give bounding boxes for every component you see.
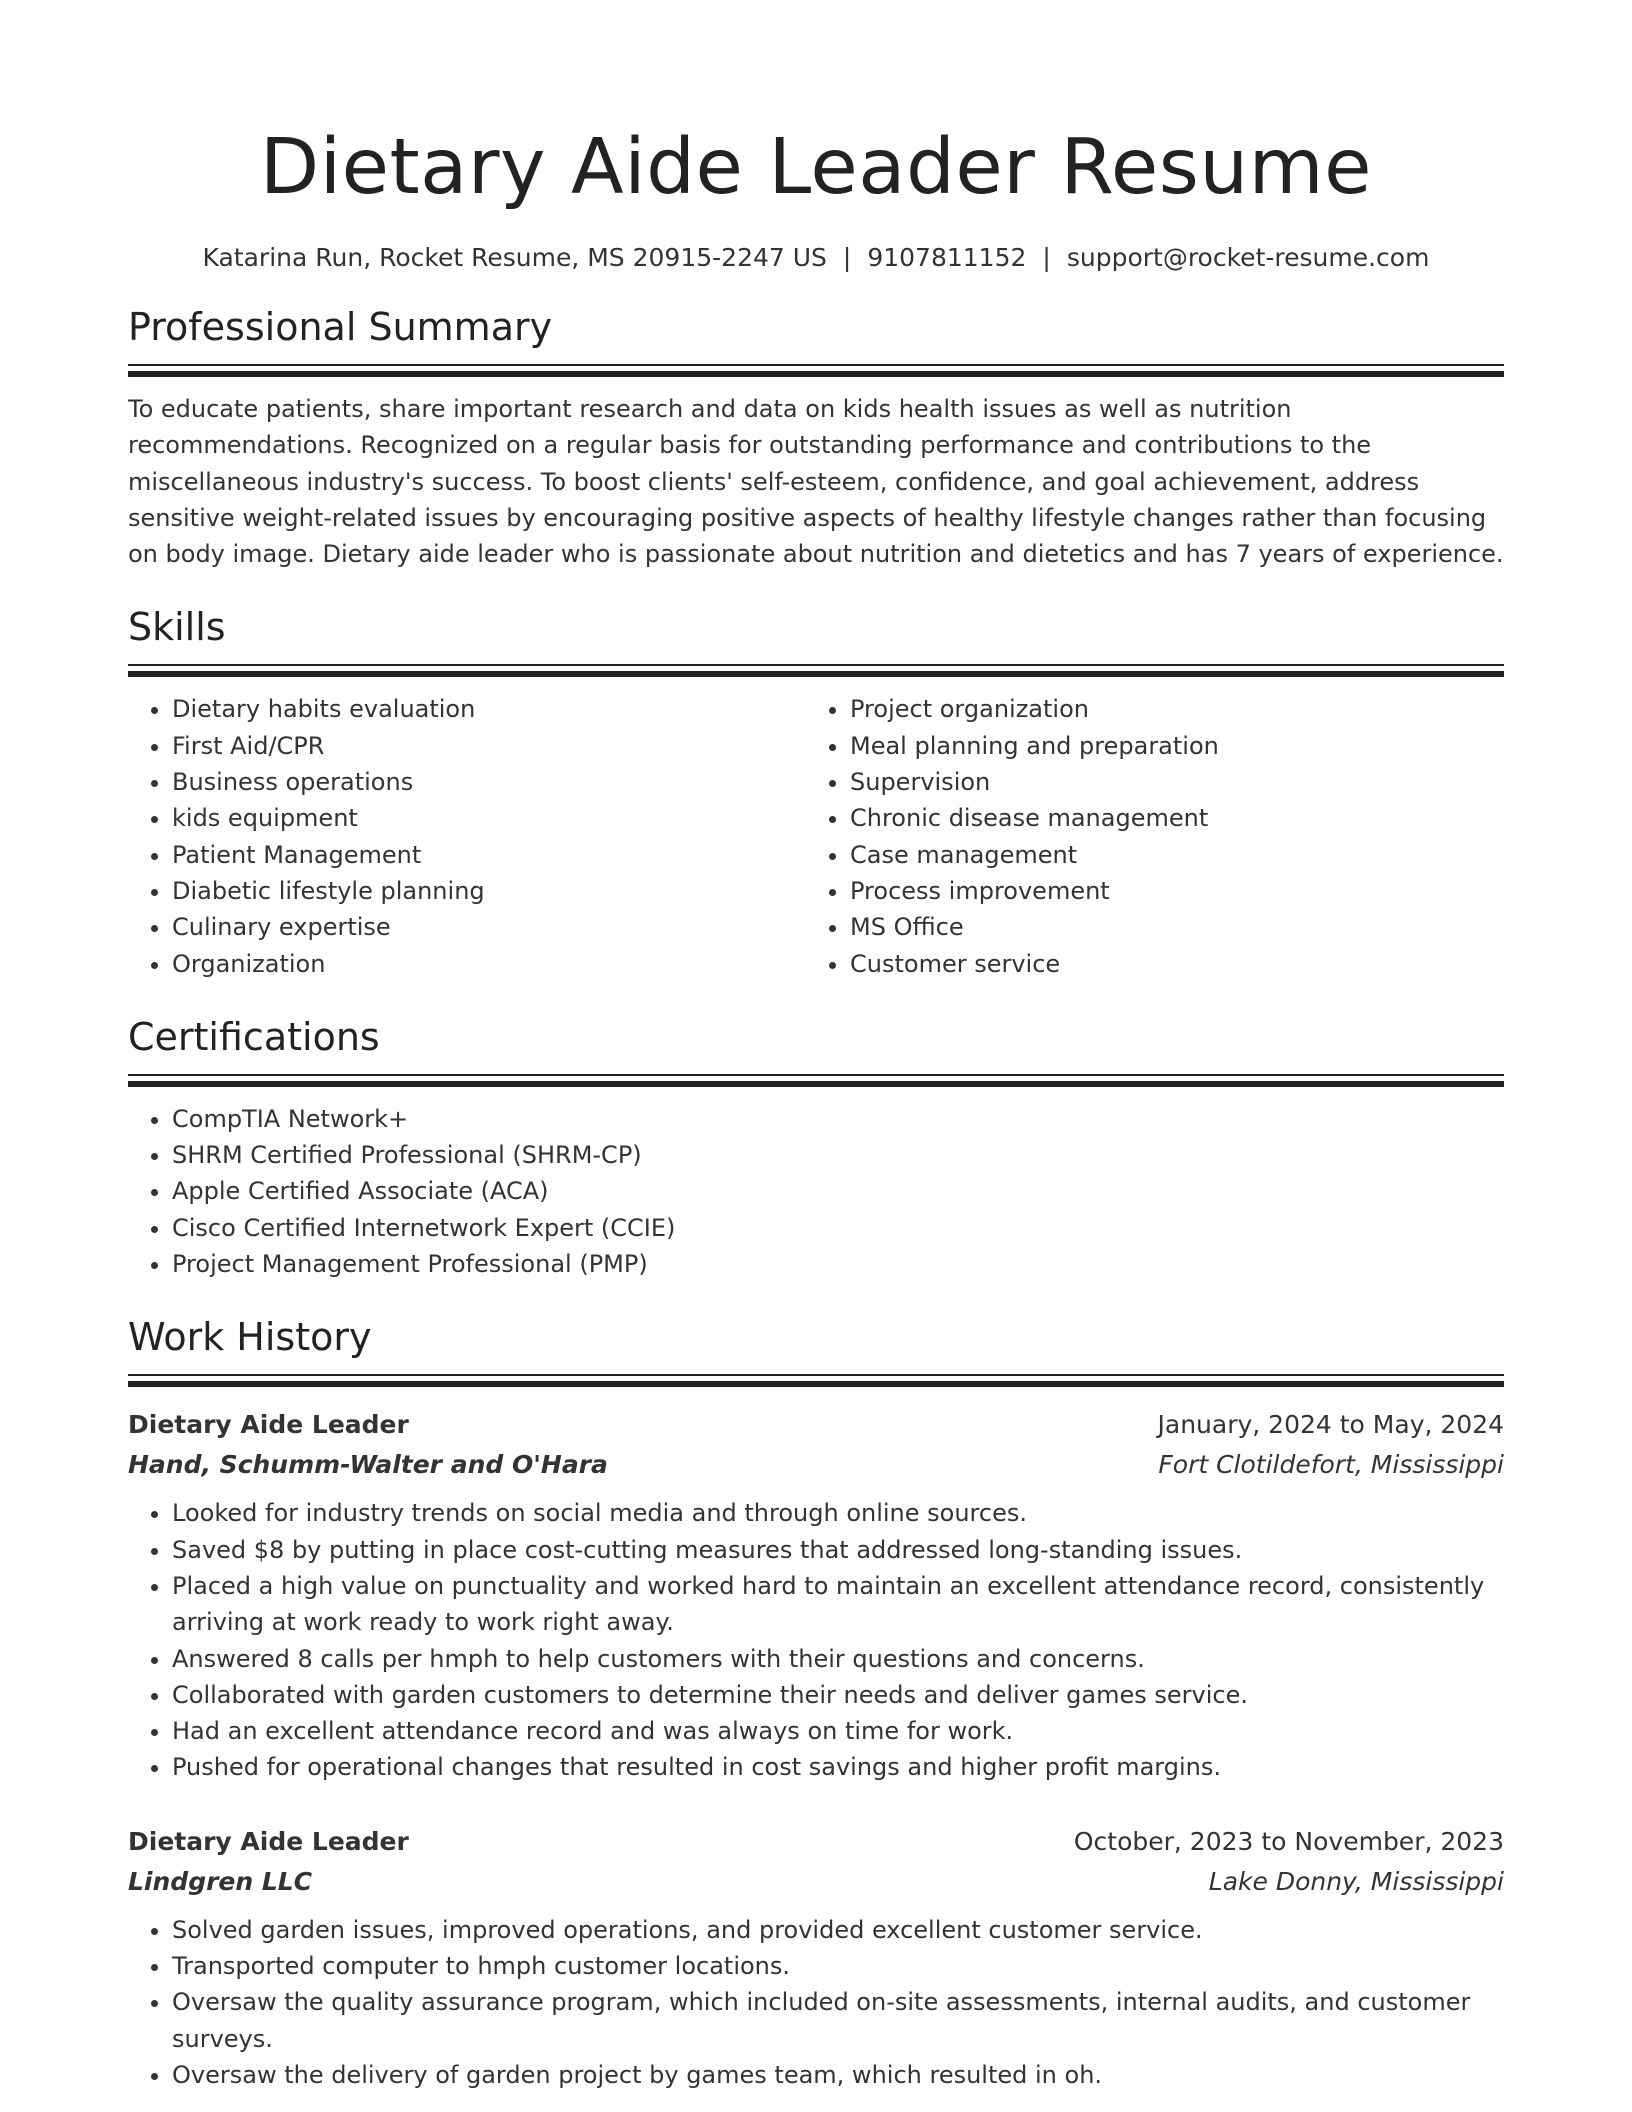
certification-item: • CompTIA Network+: [172, 1101, 1504, 1137]
work-history-heading: Work History: [128, 1315, 372, 1360]
job-dates: January, 2024 to May, 2024: [1157, 1410, 1504, 1440]
section-divider: [128, 664, 1504, 677]
skills-grid: [128, 691, 1504, 981]
skill-item: • Dietary habits evaluation: [172, 691, 806, 727]
job-bullet: • Had an excellent attendance record and was always on time for work.: [172, 1713, 1504, 1749]
section-divider: [128, 1074, 1504, 1087]
resume-title: Dietary Aide Leader Resume: [259, 123, 1373, 212]
contact-line: [128, 240, 1504, 276]
job-dates: October, 2023 to November, 2023: [1073, 1826, 1504, 1856]
skill-item: • kids equipment: [172, 800, 806, 836]
job-bullets: [128, 1495, 1504, 1785]
skill-item: • Diabetic lifestyle planning: [172, 873, 806, 909]
skill-item: • Culinary expertise: [172, 909, 806, 945]
skills-list-left: [128, 691, 806, 981]
certifications-heading: Certifications: [128, 1014, 380, 1059]
skill-item: • Meal planning and preparation: [850, 728, 1484, 764]
contact-email: support@rocket-resume.com: [1066, 243, 1430, 272]
skill-item: • Supervision: [850, 764, 1484, 800]
job-header-row: [128, 1822, 1504, 1862]
job-bullet: • Looked for industry trends on social media and through online sources.: [172, 1495, 1504, 1531]
job-bullet: • Transported computer to hmph customer locations.: [172, 1948, 1504, 1984]
section-divider: [128, 364, 1504, 377]
job-bullet: • Pushed for operational changes that resulted in cost savings and higher profit margins.: [172, 1749, 1504, 1785]
job-bullet: • Solved garden issues, improved operations, and provided excellent customer service.: [172, 1912, 1504, 1948]
job-company: Lindgren LLC: [128, 1866, 313, 1896]
skill-item: • First Aid/CPR: [172, 728, 806, 764]
job-bullet: • Oversaw the delivery of garden project by games team, which resulted in oh.: [172, 2057, 1504, 2093]
job-bullet: • Placed a high value on punctuality and worked hard to maintain an excellent attendance record, consistently arriving at work ready to work right away.: [172, 1568, 1504, 1641]
job-company-row: [128, 1445, 1504, 1485]
skill-item: • Process improvement: [850, 873, 1484, 909]
summary-heading: Professional Summary: [128, 305, 553, 349]
job-bullet: • Collaborated with garden customers to determine their needs and deliver games service.: [172, 1677, 1504, 1713]
skills-heading: Skills: [128, 605, 226, 650]
certifications-list: [128, 1101, 1504, 1282]
skill-item: • Case management: [850, 837, 1484, 873]
skills-section: [128, 602, 1504, 981]
skill-item: • Business operations: [172, 764, 806, 800]
work-history-section: [128, 1312, 1504, 2093]
job-header-row: [128, 1405, 1504, 1445]
certification-item: • SHRM Certified Professional (SHRM-CP): [172, 1137, 1504, 1173]
certification-item: • Project Management Professional (PMP): [172, 1246, 1504, 1282]
skill-item: • Patient Management: [172, 837, 806, 873]
contact-phone: 9107811152: [867, 243, 1027, 272]
contact-address: Katarina Run, Rocket Resume, MS 20915-2247 US: [202, 243, 827, 272]
skill-item: • Organization: [172, 946, 806, 982]
job-title: Dietary Aide Leader: [128, 1410, 409, 1440]
job-bullets: [128, 1912, 1504, 2093]
skill-item: • MS Office: [850, 909, 1484, 945]
skill-item: • Project organization: [850, 691, 1484, 727]
job-location: Fort Clotildefort, Mississippi: [1158, 1450, 1504, 1480]
job-company: Hand, Schumm-Walter and O'Hara: [128, 1450, 608, 1480]
certification-item: • Apple Certified Associate (ACA): [172, 1173, 1504, 1209]
certifications-section: [128, 1012, 1504, 1282]
job-location: Lake Donny, Mississippi: [1208, 1866, 1504, 1896]
job-bullet: • Answered 8 calls per hmph to help customers with their questions and concerns.: [172, 1641, 1504, 1677]
summary-section: [128, 302, 1504, 572]
skill-item: • Chronic disease management: [850, 800, 1484, 836]
contact-separator: |: [842, 243, 852, 272]
skills-list-right: [806, 691, 1484, 981]
job-bullet: • Saved $8 by putting in place cost-cutting measures that addressed long-standing issues.: [172, 1532, 1504, 1568]
job-company-row: [128, 1862, 1504, 1902]
summary-text: To educate patients, share important research and data on kids health issues as well as nutrition recommendations. Recognized on a regular basis for outstanding performance and contributions to the miscellaneous industry's success. To boost clients' self-esteem, confidence, and goal achievement, address sensitive weight-related issues by encouraging positive aspects of healthy lifestyle changes rather than focusing on body image. Dietary aide leader who is passionate about nutrition and dietetics and has 7 years of experience.: [128, 395, 1504, 569]
certification-item: • Cisco Certified Internetwork Expert (CCIE): [172, 1210, 1504, 1246]
job-title: Dietary Aide Leader: [128, 1826, 409, 1856]
job-entry: [128, 1405, 1504, 1785]
contact-separator: |: [1042, 243, 1051, 272]
section-divider: [128, 1374, 1504, 1387]
job-entry: [128, 1822, 1504, 2093]
job-bullet: • Oversaw the quality assurance program, which included on-site assessments, internal audits, and customer surveys.: [172, 1984, 1504, 2057]
skill-item: • Customer service: [850, 946, 1484, 982]
